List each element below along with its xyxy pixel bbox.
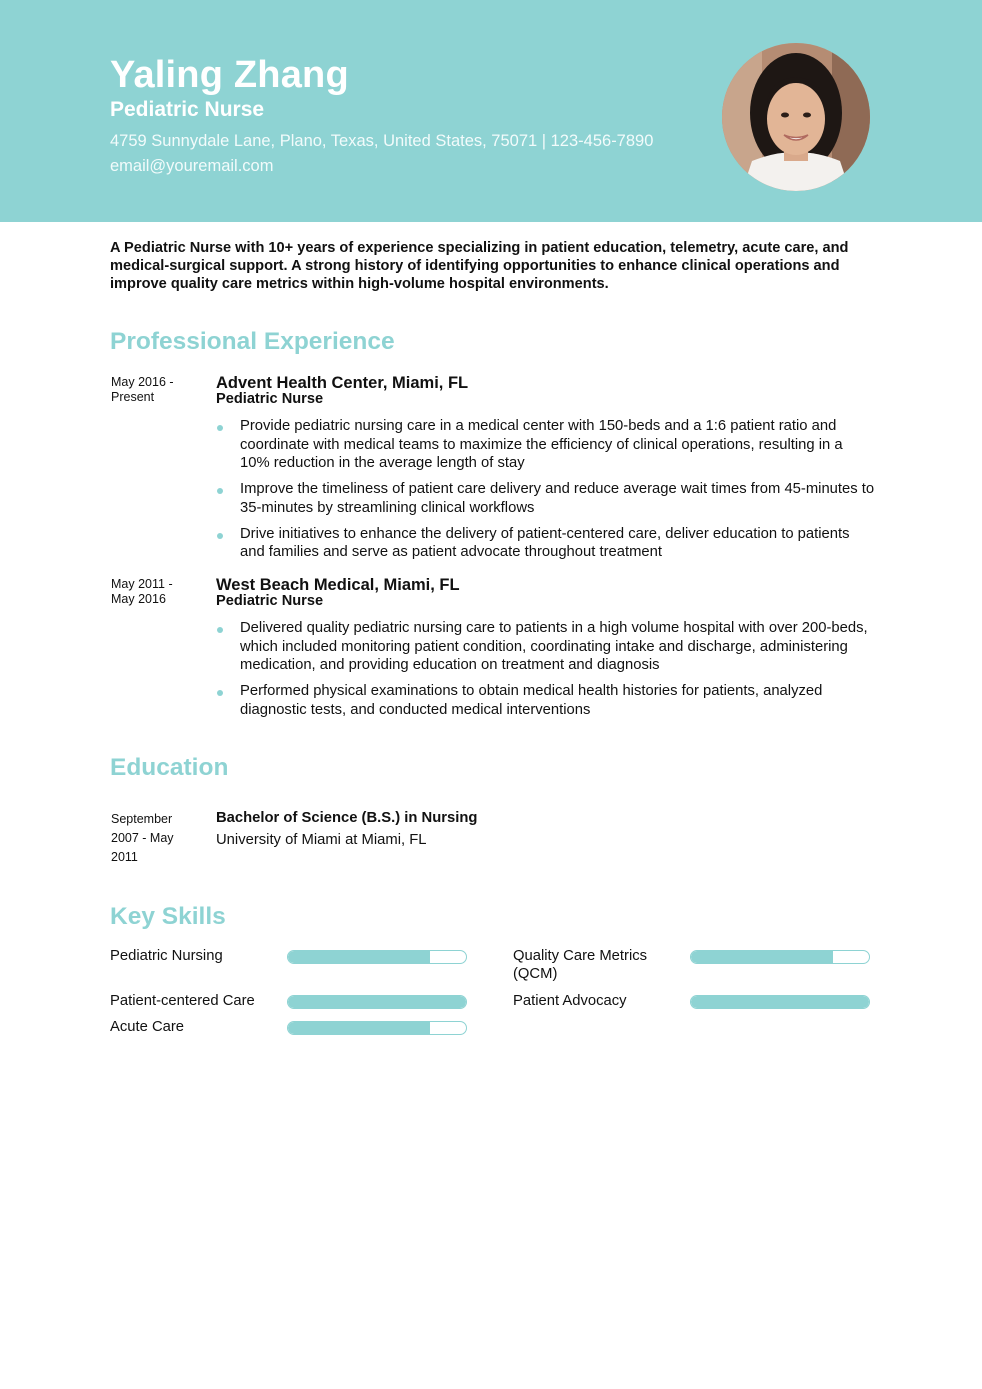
- contact-address-phone: 4759 Sunnydale Lane, Plano, Texas, United States, 75071 | 123-456-7890: [110, 132, 654, 150]
- bullet-dot-icon: [217, 627, 223, 633]
- experience-body: [216, 577, 876, 727]
- skill-label: Patient-centered Care: [110, 993, 255, 1009]
- bullet-text: Provide pediatric nursing care in a medical center with 150-beds and a 1:6 patient ratio and coordinate with medical teams to maximize the efficiency of clinical operations, resulting in a 10% reduction in the average length of stay: [240, 418, 843, 471]
- education-date-line: September: [111, 812, 173, 826]
- bullet-item: [216, 619, 876, 675]
- experience-company: West Beach Medical, Miami, FL: [216, 576, 460, 594]
- skill-level-fill: [691, 996, 869, 1008]
- bullet-text: Improve the timeliness of patient care delivery and reduce average wait times from 45-minutes to 35-minutes by streamlining clinical workflows: [240, 481, 875, 516]
- section-title-skills: Key Skills: [110, 903, 226, 930]
- skill-level-bar: [287, 995, 467, 1009]
- skill-label: Patient Advocacy: [513, 993, 627, 1009]
- experience-bullets: [216, 417, 876, 562]
- experience-company: Advent Health Center, Miami, FL: [216, 374, 469, 392]
- section-title-experience: Professional Experience: [110, 328, 395, 355]
- experience-body: [216, 375, 876, 569]
- experience-date-end: May 2016: [111, 592, 166, 606]
- professional-summary: A Pediatric Nurse with 10+ years of experience specializing in patient education, telemetry, acute care, and medical-surgical support. A strong history of identifying opportunities to enhance clinical operations and improve quality care metrics within high-volume hospital environments.: [110, 240, 849, 292]
- experience-role: Pediatric Nurse: [216, 391, 324, 407]
- bullet-text: Drive initiatives to enhance the delivery of patient-centered care, deliver education to patients and families and serve as patient advocate throughout treatment: [240, 525, 850, 560]
- profile-photo-illustration: [722, 43, 870, 191]
- bullet-item: [216, 682, 876, 719]
- bullet-dot-icon: [217, 690, 223, 696]
- experience-date-start: May 2011 -: [111, 577, 173, 591]
- experience-role: Pediatric Nurse: [216, 593, 324, 609]
- candidate-title: Pediatric Nurse: [110, 98, 265, 121]
- skill-level-fill: [288, 996, 466, 1008]
- skill-level-bar: [690, 950, 870, 964]
- skill-label: Acute Care: [110, 1019, 185, 1035]
- skill-level-fill: [288, 1022, 430, 1034]
- bullet-text: Delivered quality pediatric nursing care to patients in a high volume hospital with over 200-beds, which included monitoring patient condition, coordinating intake and discharge, administering medication, and providing education on treatment and diagnosis: [240, 620, 868, 673]
- skill-level-bar: [287, 1021, 467, 1035]
- experience-date: [111, 577, 201, 607]
- experience-date-start: May 2016 -: [111, 375, 174, 389]
- experience-date-end: Present: [111, 390, 155, 404]
- education-school: University of Miami at Miami, FL: [216, 832, 427, 848]
- bullet-item: [216, 525, 876, 562]
- education-body: [216, 810, 816, 853]
- skill-label: Quality Care Metrics (QCM): [513, 948, 648, 982]
- skill-level-fill: [288, 951, 430, 963]
- skill-level-bar: [287, 950, 467, 964]
- bullet-item: [216, 417, 876, 473]
- header-band: [0, 0, 982, 222]
- section-title-education: Education: [110, 754, 229, 781]
- education-degree: Bachelor of Science (B.S.) in Nursing: [216, 810, 478, 826]
- bullet-text: Performed physical examinations to obtain medical health histories for patients, analyzed diagnostic tests, and conducted medical interventions: [240, 683, 823, 718]
- bullet-dot-icon: [217, 488, 223, 494]
- education-date-line: 2007 - May: [111, 831, 174, 845]
- bullet-dot-icon: [217, 425, 223, 431]
- profile-photo: [722, 43, 870, 191]
- bullet-dot-icon: [217, 533, 223, 539]
- education-date: [111, 810, 189, 867]
- experience-date: [111, 375, 201, 405]
- skill-label: Pediatric Nursing: [110, 948, 223, 964]
- contact-email: email@youremail.com: [110, 157, 274, 175]
- bullet-item: [216, 480, 876, 517]
- skill-level-fill: [691, 951, 833, 963]
- skill-level-bar: [690, 995, 870, 1009]
- candidate-name: Yaling Zhang: [110, 54, 349, 96]
- experience-bullets: [216, 619, 876, 719]
- education-date-line: 2011: [111, 850, 138, 864]
